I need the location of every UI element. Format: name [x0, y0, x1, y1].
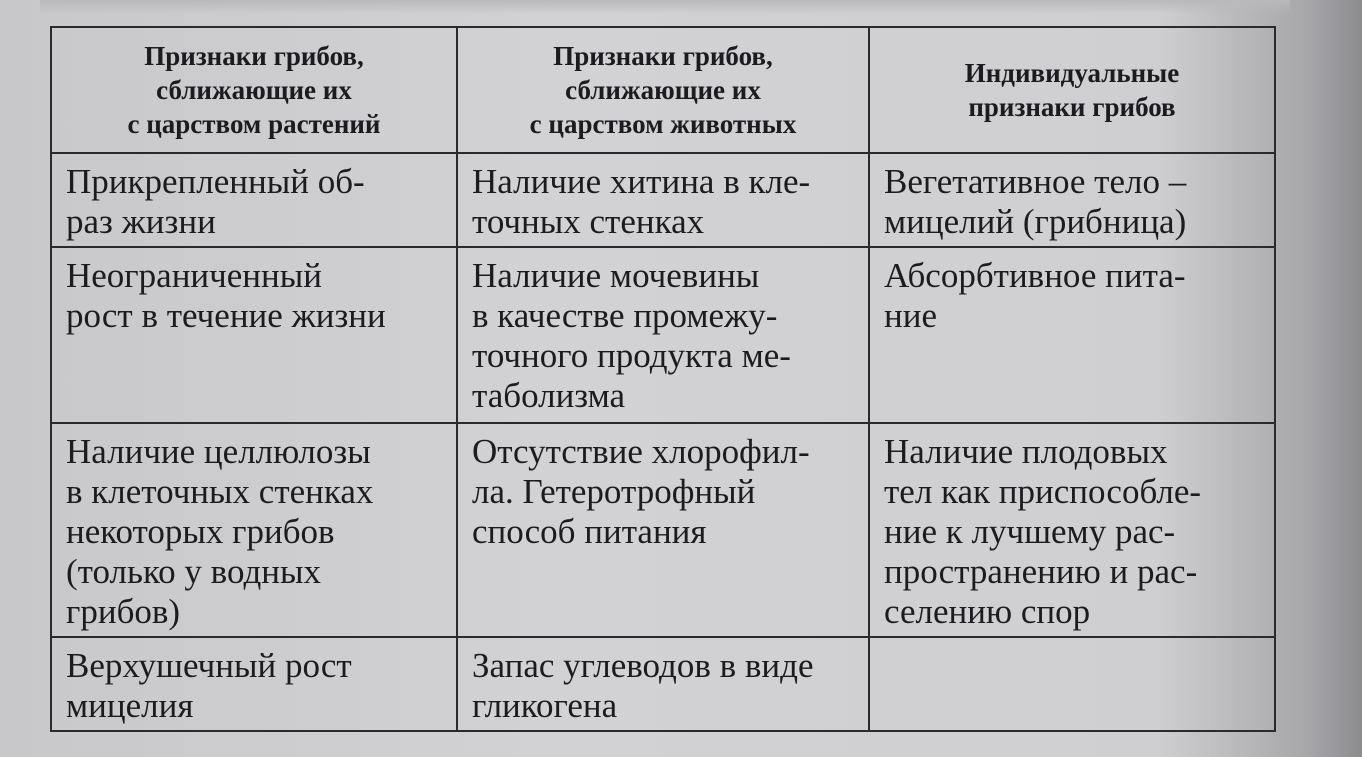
cell-animals: Отсутствие хлорофил- ла. Гетеротрофный способ питания	[457, 423, 869, 637]
header-plants: Признаки грибов, сближающие их с царством растений	[51, 27, 457, 153]
table-row	[51, 153, 1275, 247]
header-individual: Индивидуальные признаки грибов	[869, 27, 1275, 153]
table-row	[51, 637, 1275, 731]
cell-individual: Наличие плодовых тел как приспособле- ние к лучшему рас- пространению и рас- селению спор	[869, 423, 1275, 637]
cell-plants: Неограниченный рост в течение жизни	[51, 247, 457, 423]
cell-animals: Запас углеводов в виде гликогена	[457, 637, 869, 731]
cell-individual-empty	[869, 637, 1275, 731]
cell-plants: Верхушечный рост мицелия	[51, 637, 457, 731]
table-header-row	[51, 27, 1275, 153]
cell-individual: Абсорбтивное пита- ние	[869, 247, 1275, 423]
cell-animals: Наличие хитина в кле- точных стенках	[457, 153, 869, 247]
fungi-characteristics-table	[50, 26, 1276, 732]
table-row	[51, 247, 1275, 423]
table-row	[51, 423, 1275, 637]
cell-plants: Наличие целлюлозы в клеточных стенках некоторых грибов (только у водных грибов)	[51, 423, 457, 637]
cell-animals: Наличие мочевины в качестве промежу- точного продукта ме- таболизма	[457, 247, 869, 423]
bleed-through-text	[40, 0, 1290, 14]
cell-plants: Прикрепленный об- раз жизни	[51, 153, 457, 247]
cell-individual: Вегетативное тело – мицелий (грибница)	[869, 153, 1275, 247]
header-animals: Признаки грибов, сближающие их с царством животных	[457, 27, 869, 153]
